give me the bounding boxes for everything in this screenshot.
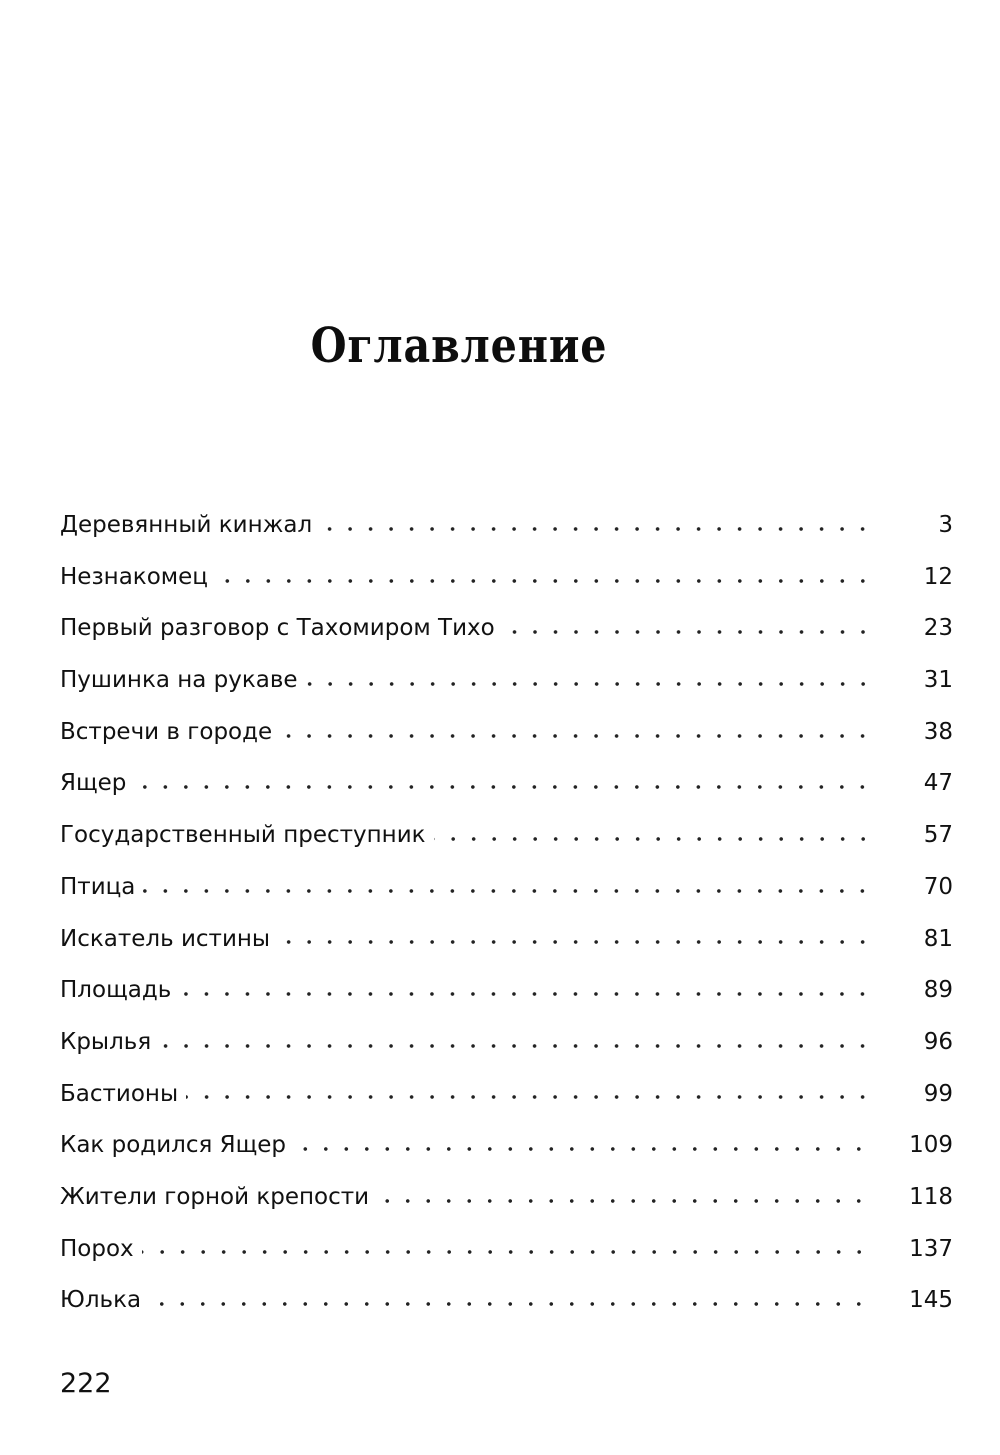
toc-entry-page: 96 bbox=[923, 1028, 953, 1055]
toc-entry bbox=[60, 862, 953, 914]
dot-leader bbox=[216, 579, 873, 583]
toc-entry-title: Пушинка на рукаве bbox=[60, 667, 298, 694]
toc-entry-page: 70 bbox=[923, 873, 953, 900]
toc-entry bbox=[60, 965, 953, 1017]
toc-entry-title: Жители горной крепости bbox=[60, 1183, 370, 1210]
dot-leader bbox=[179, 992, 873, 996]
dot-leader bbox=[149, 1302, 869, 1306]
toc-entry-title: Деревянный кинжал bbox=[60, 512, 313, 538]
toc-entry-title: Искатель истины bbox=[60, 925, 271, 952]
dot-leader bbox=[143, 889, 873, 893]
toc-entry-title: Площадь bbox=[60, 977, 172, 1004]
toc-entry-page: 109 bbox=[909, 1132, 953, 1159]
toc-entry-page: 47 bbox=[923, 770, 953, 797]
toc-entry-page: 145 bbox=[909, 1287, 953, 1314]
page-number: 222 bbox=[60, 1368, 112, 1399]
toc-entry-page: 99 bbox=[923, 1080, 953, 1107]
dot-leader bbox=[134, 785, 873, 789]
toc-entry-page: 12 bbox=[923, 563, 953, 590]
toc-entry-page: 137 bbox=[909, 1235, 953, 1262]
dot-leader bbox=[377, 1199, 869, 1203]
dot-leader bbox=[306, 682, 873, 686]
toc-entry bbox=[60, 1172, 953, 1224]
toc-entry-title: Государственный преступник bbox=[60, 822, 426, 849]
toc-entry-title: Юлька bbox=[60, 1287, 142, 1314]
toc-entry bbox=[60, 1069, 953, 1121]
page-title: Оглавление bbox=[310, 318, 608, 374]
toc-entry-title: Птица bbox=[60, 873, 136, 900]
dot-leader bbox=[142, 1250, 869, 1254]
dot-leader bbox=[186, 1095, 873, 1099]
toc-entry bbox=[60, 1224, 953, 1276]
toc-entry bbox=[60, 1120, 953, 1172]
toc-entry-title: Ящер bbox=[60, 770, 127, 797]
toc-entry-page: 57 bbox=[923, 822, 953, 849]
toc-entry-page: 81 bbox=[923, 925, 953, 952]
toc-entry-title: Крылья bbox=[60, 1028, 152, 1055]
dot-leader bbox=[320, 527, 873, 531]
toc-list bbox=[60, 500, 953, 1327]
toc-entry-title: Первый разговор с Тахомиром Тихо bbox=[60, 615, 495, 642]
toc-entry-page: 23 bbox=[923, 615, 953, 642]
dot-leader bbox=[280, 734, 873, 738]
toc-entry-title: Как родился Ящер bbox=[60, 1132, 287, 1159]
toc-entry-title: Бастионы bbox=[60, 1080, 179, 1107]
toc-entry bbox=[60, 810, 953, 862]
dot-leader bbox=[159, 1044, 873, 1048]
toc-entry bbox=[60, 603, 953, 655]
toc-entry-title: Встречи в городе bbox=[60, 718, 273, 745]
toc-entry bbox=[60, 707, 953, 759]
toc-entry bbox=[60, 1275, 953, 1327]
toc-entry-page: 31 bbox=[923, 667, 953, 694]
toc-entry bbox=[60, 758, 953, 810]
toc-entry bbox=[60, 552, 953, 604]
dot-leader bbox=[503, 630, 873, 634]
toc-entry bbox=[60, 655, 953, 707]
toc-entry-page: 89 bbox=[923, 977, 953, 1004]
toc-entry-title: Незнакомец bbox=[60, 563, 208, 590]
dot-leader bbox=[278, 940, 873, 944]
toc-entry-page: 38 bbox=[923, 718, 953, 745]
dot-leader bbox=[434, 837, 873, 841]
toc-entry-page: 118 bbox=[909, 1183, 953, 1210]
dot-leader bbox=[294, 1147, 869, 1151]
toc-entry-title: Порох bbox=[60, 1235, 134, 1262]
toc-entry bbox=[60, 914, 953, 966]
toc-entry bbox=[60, 500, 953, 552]
toc-entry bbox=[60, 1017, 953, 1069]
toc-entry-page: 3 bbox=[938, 512, 953, 538]
